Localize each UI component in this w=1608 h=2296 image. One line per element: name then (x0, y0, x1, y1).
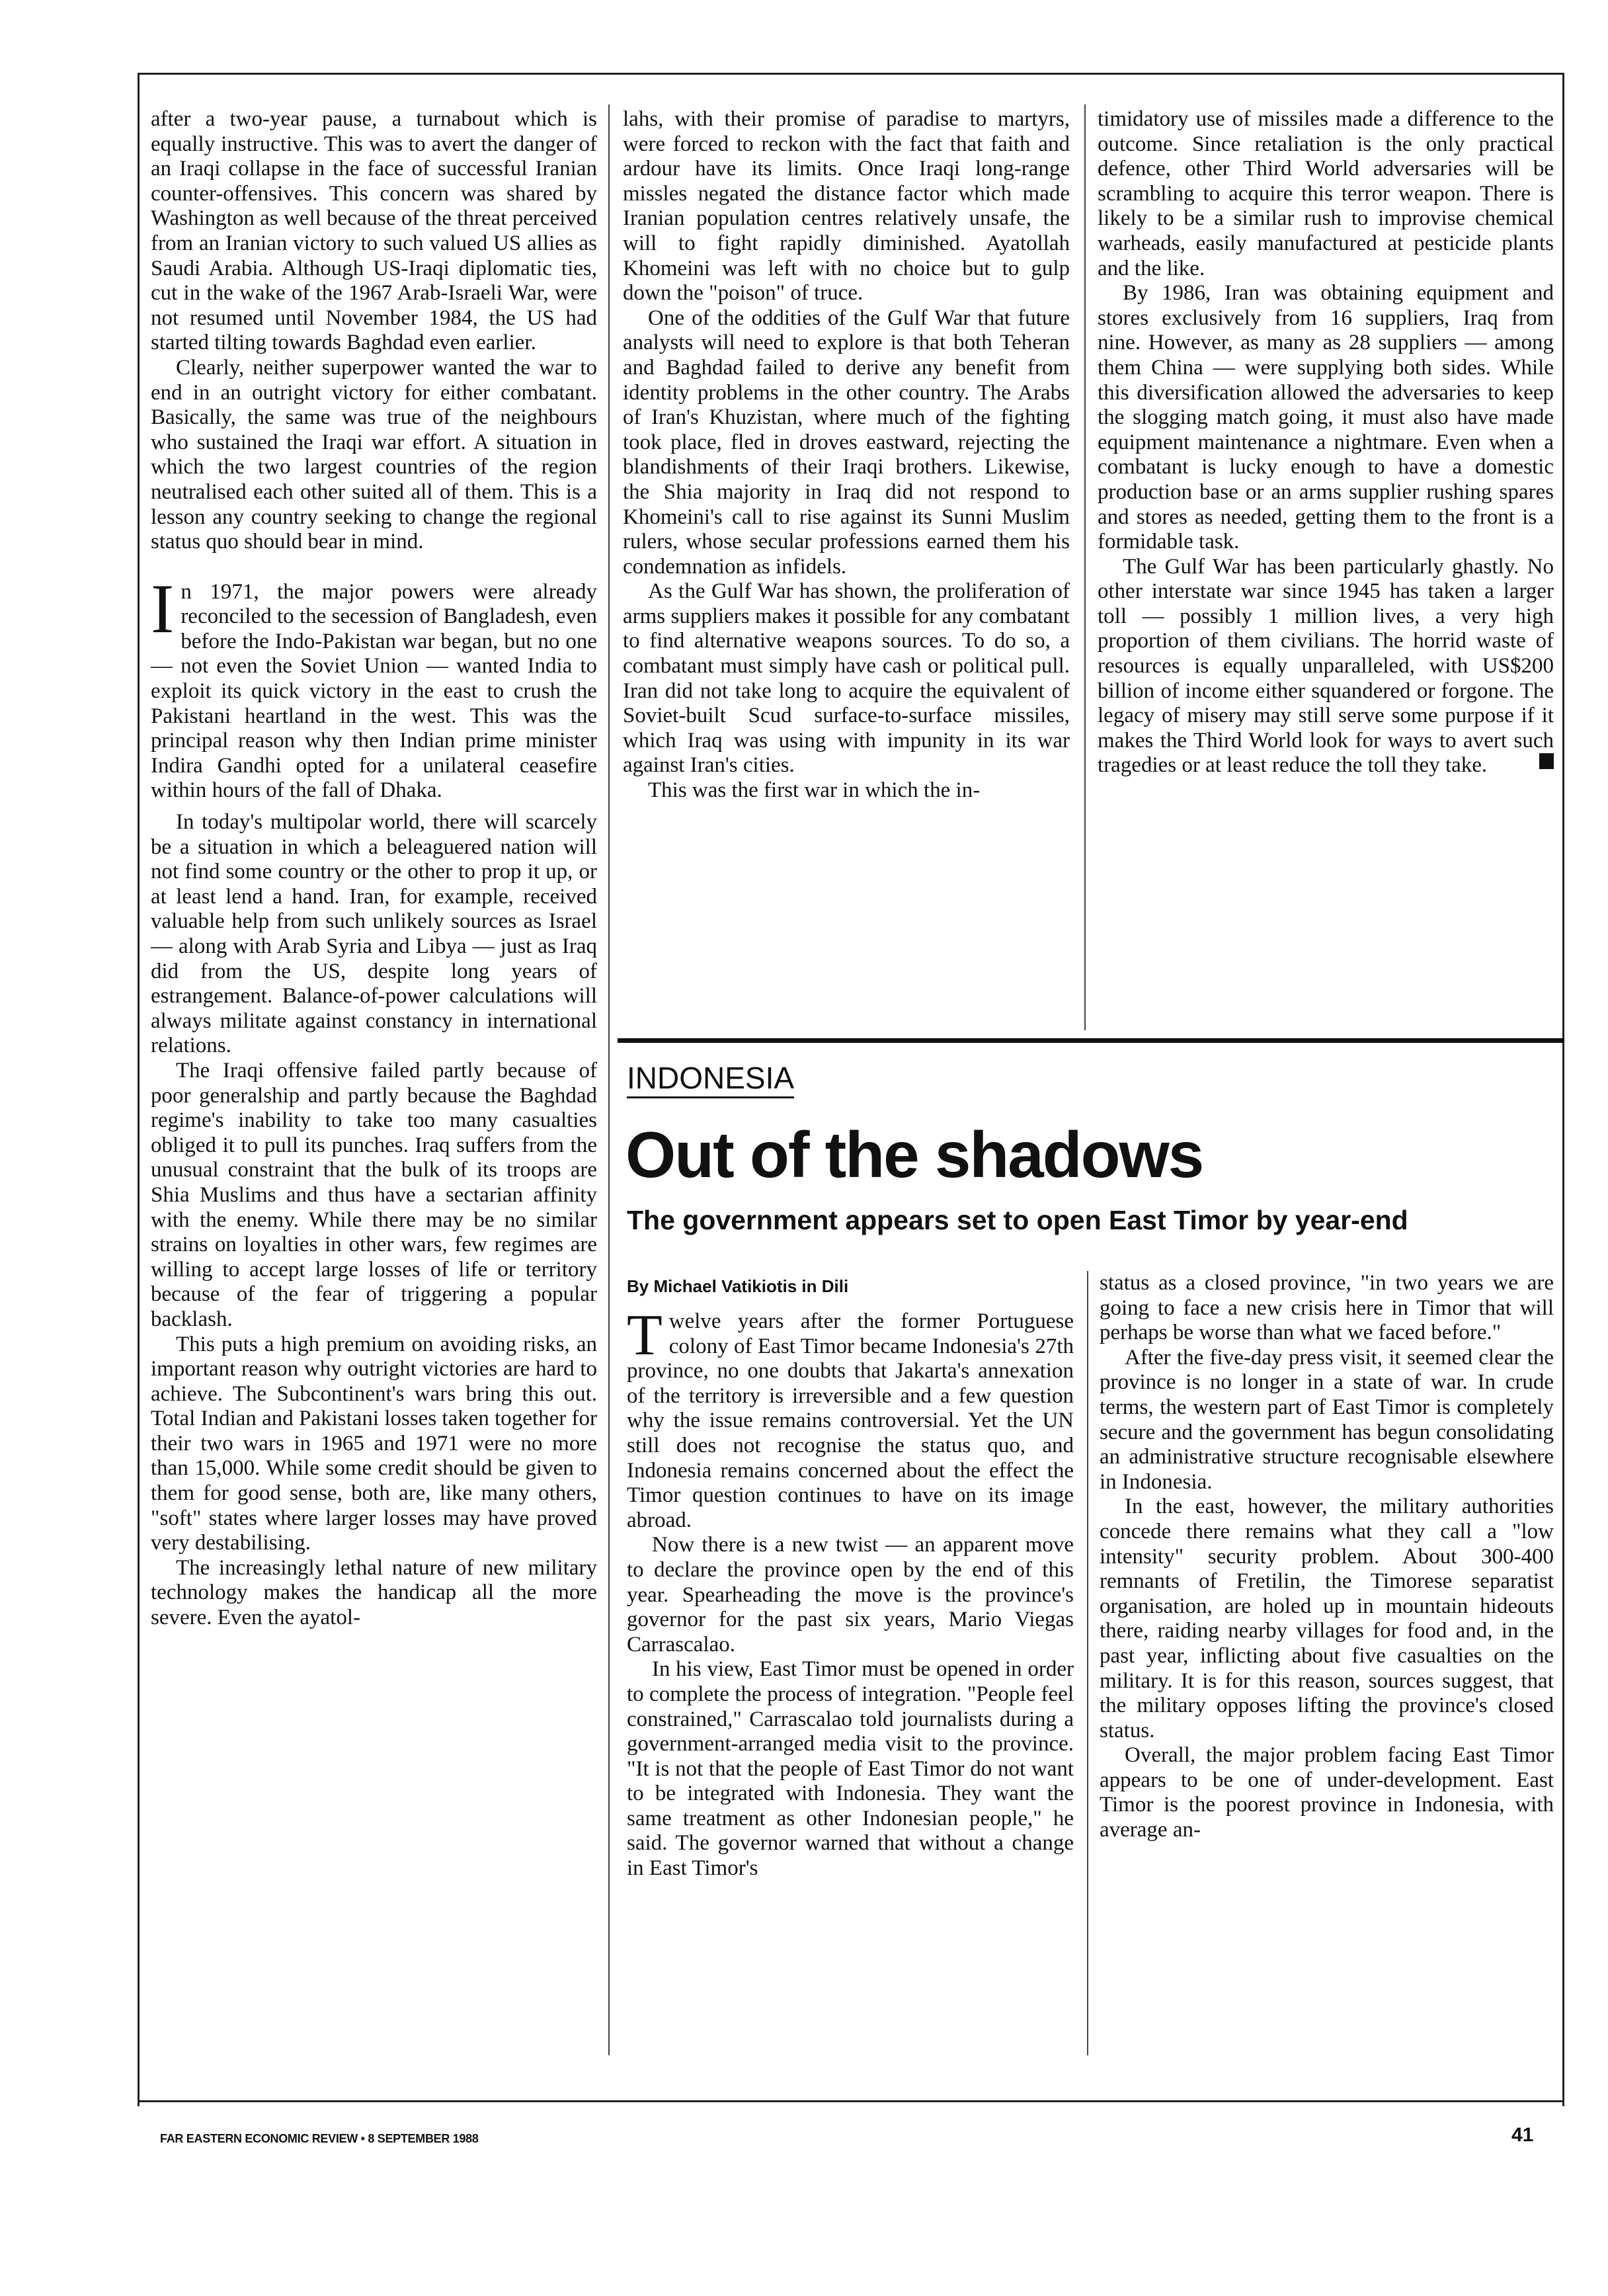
paragraph: In his view, East Timor must be opened in order to complete the process of integration. "People feel constrained," Carrascalao told journalists during a government-arranged media visit to the province. "It is not that the people of East Timor do not want to be integrated with Indonesia. They want the same treatment as other Indonesian people," he said. The governor warned that without a change in East Timor's (627, 1657, 1074, 1881)
paragraph: By 1986, Iran was obtaining equipment and stores exclusively from 16 suppliers, Iraq from nine. However, as many as 28 suppliers — among them China — were supplying both sides. While this diversification allowed the adversaries to keep the slogging match going, it must also have made equipment maintenance a nightmare. Even when a combatant is lucky enough to have a domestic production base or an arms supplier rushing spares and stores as needed, getting them to the front is a formidable task. (1098, 281, 1554, 554)
paragraph: One of the oddities of the Gulf War that future analysts will need to explore is that both Teheran and Baghdad failed to derive any benefit from identity problems in the other country. The Arabs of Iran's Khuzistan, where much of the fighting took place, fled in droves eastward, rejecting the blandishments of their Iraqi brothers. Likewise, the Shia majority in Iraq did not respond to Khomeini's call to rise against its Sunni Muslim rulers, whose secular professions earned them his condemnation as infidels. (623, 306, 1070, 579)
paragraph: after a two-year pause, a turnabout which is equally instructive. This was to avert the danger of an Iraqi collapse in the face of successful Iranian counter-offensives. This concern was shared by Washington as well because of the threat perceived from an Iranian victory to such valued US allies as Saudi Arabia. Although US-Iraqi diplomatic ties, cut in the wake of the 1967 Arab-Israeli War, were not resumed until November 1984, the US had started tilting towards Baghdad even earlier. (151, 107, 597, 355)
paragraph: This puts a high premium on avoiding risks, an important reason why outright victories are hard to achieve. The Subcontinent's wars bring this out. Total Indian and Pakistani losses taken together for their two wars in 1965 and 1971 were no more than 15,000. While some credit should be given to them for good sense, both are, like many others, "soft" states where larger losses may have proved very destabilising. (151, 1332, 597, 1555)
end-of-story-mark (1539, 753, 1554, 769)
section-tag: INDONESIA (627, 1061, 794, 1098)
story-column-a (627, 1309, 1074, 2057)
paragraph: After the five-day press visit, it seemed clear the province is no longer in a state of war. In crude terms, the western part of East Timor is completely secure and the government has begun consolidating an administrative structure recognisable elsewhere in Indonesia. (1100, 1345, 1554, 1494)
drop-cap: I (151, 569, 175, 647)
paragraph: The Gulf War has been particularly ghastly. No other interstate war since 1945 has taken a larger toll — possibly 1 million lives, a very high proportion of them civilians. The horrid waste of resources is equally unparalleled, with US$200 billion of income either squandered or forgone. The legacy of misery may still serve some purpose if it makes the Third World look for ways to avert such tragedies or at least reduce the toll they take. (1098, 554, 1554, 778)
column-divider (608, 104, 610, 2055)
paragraph: timidatory use of missiles made a difference to the outcome. Since retaliation is the only practical defence, other Third World adversaries will be scrambling to acquire this terror weapon. There is likely to be a similar rush to improvise chemical warheads, easily manufactured at pesticide plants and the like. (1098, 107, 1554, 280)
paragraph: Now there is a new twist — an apparent move to declare the province open by the end of this year. Spearheading the move is the province's governor for the past six years, Mario Viegas Carrascalao. (627, 1533, 1074, 1657)
deck: The government appears set to open East Timor by year-end (627, 1205, 1408, 1235)
column-divider (1087, 1271, 1088, 2055)
story-top-rule (618, 1038, 1564, 1043)
paragraph: In 1971, the major powers were already reconciled to the secession of Bangladesh, even before the Indo-Pakistan war began, but no one — not even the Soviet Union — wanted India to exploit its quick victory in the east to crush the Pakistani heartland in the west. This was the principal reason why then Indian prime minister Indira Gandhi opted for a unilateral ceasefire within hours of the fall of Dhaka. (151, 569, 597, 803)
middle-column (623, 107, 1070, 1023)
paragraph: The increasingly lethal nature of new military technology makes the handicap all the more severe. Even the ayatol- (151, 1555, 597, 1630)
paragraph: As the Gulf War has shown, the proliferation of arms suppliers makes it possible for any combatant to find alternative weapons sources. To do so, a combatant must simply have cash or political pull. Iran did not take long to acquire the equivalent of Soviet-built Scud surface-to-surface missiles, which Iraq was using with impunity in its war against Iran's cities. (623, 579, 1070, 778)
paragraph: lahs, with their promise of paradise to martyrs, were forced to reckon with the fact that faith and ardour have its limits. Once Iraqi long-range missles negated the distance factor which made Iranian population centres relatively unsafe, the will to fight rapidly diminished. Ayatollah Khomeini was left with no choice but to gulp down the "poison" of truce. (623, 107, 1070, 306)
column-divider (1084, 104, 1086, 1030)
paragraph: status as a closed province, "in two years we are going to face a new crisis here in Timor that will perhaps be worse than what we faced before." (1100, 1271, 1554, 1345)
drop-cap: T (627, 1309, 663, 1368)
paragraph: This was the first war in which the in- (648, 778, 981, 803)
paragraph: The Iraqi offensive failed partly because of poor generalship and partly because the Baghdad regime's inability to take too many casualties obliged it to pull its punches. Iraq suffers from the unusual constraint that the bulk of its troops are Shia Muslims and thus have a sectarian affinity with the enemy. While there may be no similar strains on loyalties in other wars, few regimes are willing to accept large losses of life or territory because of the fear of triggering a popular backlash. (151, 1058, 597, 1331)
paragraph: Overall, the major problem facing East Timor appears to be one of under-development. East Timor is the poorest province in Indonesia, with average an- (1100, 1743, 1554, 1842)
page-number: 41 (1511, 2124, 1534, 2146)
paragraph: In the east, however, the military authorities concede there remains what they call a "low intensity" security problem. About 300-400 remnants of Fretilin, the Timorese separatist organisation, are holed up in mountain hideouts there, raiding nearby villages for food and, in the past year, inflicting about five casualties on the military. It is for this reason, sources suggest, that the military opposes lifting the province's closed status. (1100, 1495, 1554, 1742)
headline: Out of the shadows (625, 1118, 1203, 1191)
bottom-rule (138, 2100, 1562, 2102)
paragraph: In today's multipolar world, there will scarcely be a situation in which a beleaguered nation will not find some country or the other to prop it up, or at least lend a hand. Iran, for example, received valuable help from such unlikely sources as Israel — along with Arab Syria and Libya — just as Iraq did from the US, despite long years of estrangement. Balance-of-power calculations will always militate against constancy in international relations. (151, 810, 597, 1058)
paragraph: Twelve years after the former Portuguese colony of East Timor became Indonesia's 27th province, no one doubts that Jakarta's annexation of the territory is irreversible and a few question why the issue remains controversial. Yet the UN still does not recognise the status quo, and Indonesia remains concerned about the effect the Timor question continues to have on its image abroad. (627, 1309, 1074, 1532)
publication-footer: FAR EASTERN ECONOMIC REVIEW • 8 SEPTEMBER 1988 (160, 2132, 479, 2145)
story-column-b (1100, 1271, 1554, 2057)
byline: By Michael Vatikiotis in Dili (627, 1276, 849, 1296)
right-column (1098, 107, 1554, 1023)
paragraph: Clearly, neither superpower wanted the war to end in an outright victory for either combatant. Basically, the same was true of the neighbours who sustained the Iraqi war effort. A situation in which the two largest countries of the region neutralised each other suited all of them. This is a lesson any country seeking to change the regional status quo should bear in mind. (151, 355, 597, 554)
left-column (151, 107, 597, 2057)
